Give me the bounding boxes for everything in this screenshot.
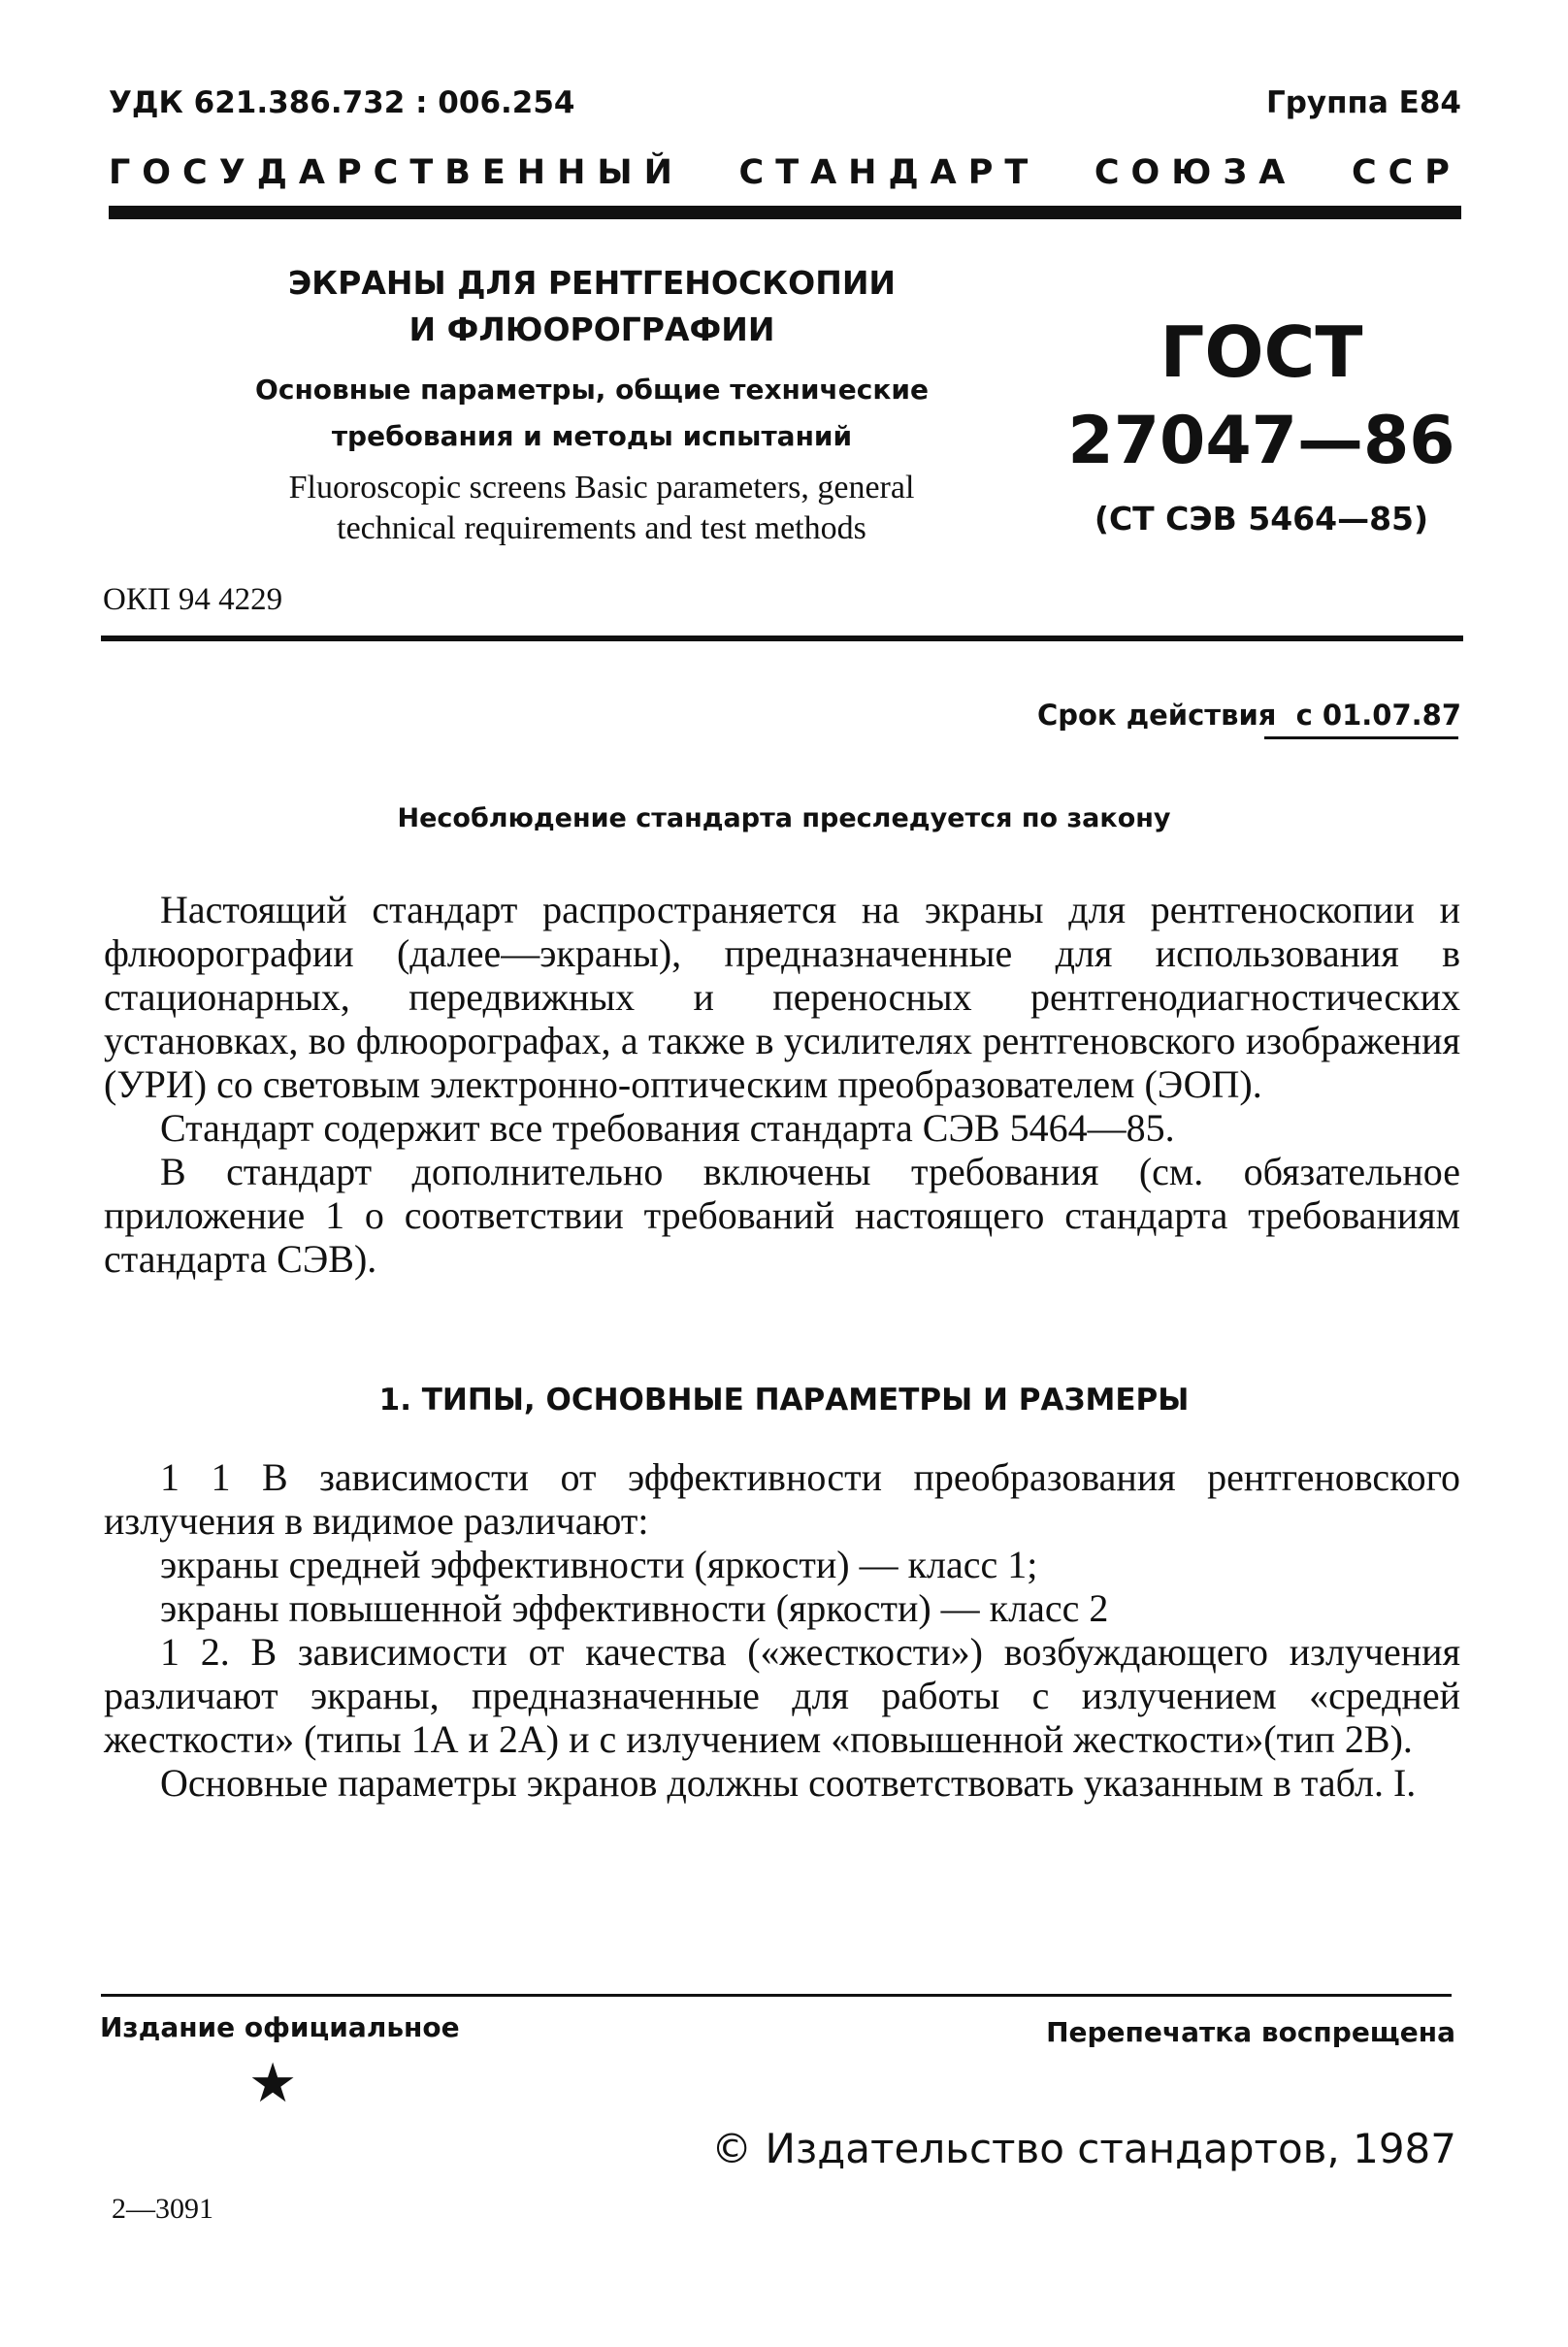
legal-warning: Несоблюдение стандарта преследуется по закону <box>397 803 1171 833</box>
reprint-notice: Перепечатка воспрещена <box>1046 2016 1455 2048</box>
section-text <box>104 1455 1460 1805</box>
group-code: Группа Е84 <box>1265 85 1461 120</box>
subtitle-line: требования и методы испытаний <box>331 420 853 452</box>
intro-text <box>104 888 1460 1281</box>
title-line: ЭКРАНЫ ДЛЯ РЕНТГЕНОСКОПИИ <box>287 264 897 302</box>
section-paragraph: 1 1 В зависимости от эффективности преобразования рентгеновского излучения в видимое различают: <box>104 1455 1460 1543</box>
page-code: 2—3091 <box>112 2193 213 2225</box>
banner-word: СОЮЗА <box>1094 153 1297 192</box>
validity-date: Срок действия с 01.07.87 <box>1036 699 1461 732</box>
intro-paragraph: Настоящий стандарт распространяется на экраны для рентгеноскопии и флюорографии (далее—экраны), предназначенные для использования в стационарных, передвижных и переносных рентгенодиагностических установках, во флюорографах, а также в усилителях рентгеновского изображения (УРИ) со световым электронно-оптическим преобразователем (ЭОП). <box>104 888 1460 1106</box>
copyright-notice: © Издательство стандартов, 1987 <box>711 2125 1456 2172</box>
document-subtitle <box>209 367 975 460</box>
section-paragraph: экраны повышенной эффективности (яркости) — класс 2 <box>160 1586 1109 1630</box>
section-paragraph: 1 2. В зависимости от качества («жесткости») возбуждающего излучения различают экраны, предназначенные для работы с излучением «средней жесткости» (типы 1А и 2А) и с излучением «повышенной жесткости»(тип 2В). <box>104 1630 1460 1761</box>
star-icon: ★ <box>248 2054 298 2114</box>
section-paragraph: Основные параметры экранов должны соответствовать указанным в табл. I. <box>160 1761 1417 1805</box>
english-line: Fluoroscopic screens Basic parameters, general <box>288 470 915 505</box>
gost-label: ГОСТ <box>1160 311 1363 393</box>
okp-code: ОКП 94 4229 <box>103 582 283 617</box>
english-line: technical requirements and test methods <box>337 510 866 546</box>
english-title <box>223 468 980 549</box>
document-title <box>252 260 931 353</box>
udk-code: УДК 621.386.732 : 006.254 <box>109 85 575 120</box>
validity-underline <box>1264 736 1458 739</box>
st-sev-number: (СТ СЭВ 5464—85) <box>1094 500 1429 538</box>
section-heading: 1. ТИПЫ, ОСНОВНЫЕ ПАРАМЕТРЫ И РАЗМЕРЫ <box>378 1383 1190 1418</box>
gost-number: 27047—86 <box>1067 403 1455 479</box>
header-rule <box>109 206 1461 219</box>
state-standard-banner <box>109 153 1461 192</box>
footer-rule <box>101 1994 1452 1997</box>
subtitle-line: Основные параметры, общие технические <box>255 374 929 406</box>
title-line: И ФЛЮОРОГРАФИИ <box>408 310 775 348</box>
intro-paragraph: В стандарт дополнительно включены требования (см. обязательное приложение 1 о соответствии требований настоящего стандарта требованиям стандарта СЭВ). <box>104 1150 1460 1281</box>
banner-word: ССР <box>1351 153 1461 192</box>
title-rule <box>101 636 1463 641</box>
banner-word: СТАНДАРТ <box>738 153 1040 192</box>
banner-word: ГОСУДАРСТВЕННЫЙ <box>109 153 684 192</box>
official-edition: Издание официальное <box>100 2011 460 2043</box>
section-paragraph: экраны средней эффективности (яркости) — класс 1; <box>160 1543 1038 1586</box>
intro-paragraph: Стандарт содержит все требования стандарта СЭВ 5464—85. <box>160 1106 1175 1150</box>
